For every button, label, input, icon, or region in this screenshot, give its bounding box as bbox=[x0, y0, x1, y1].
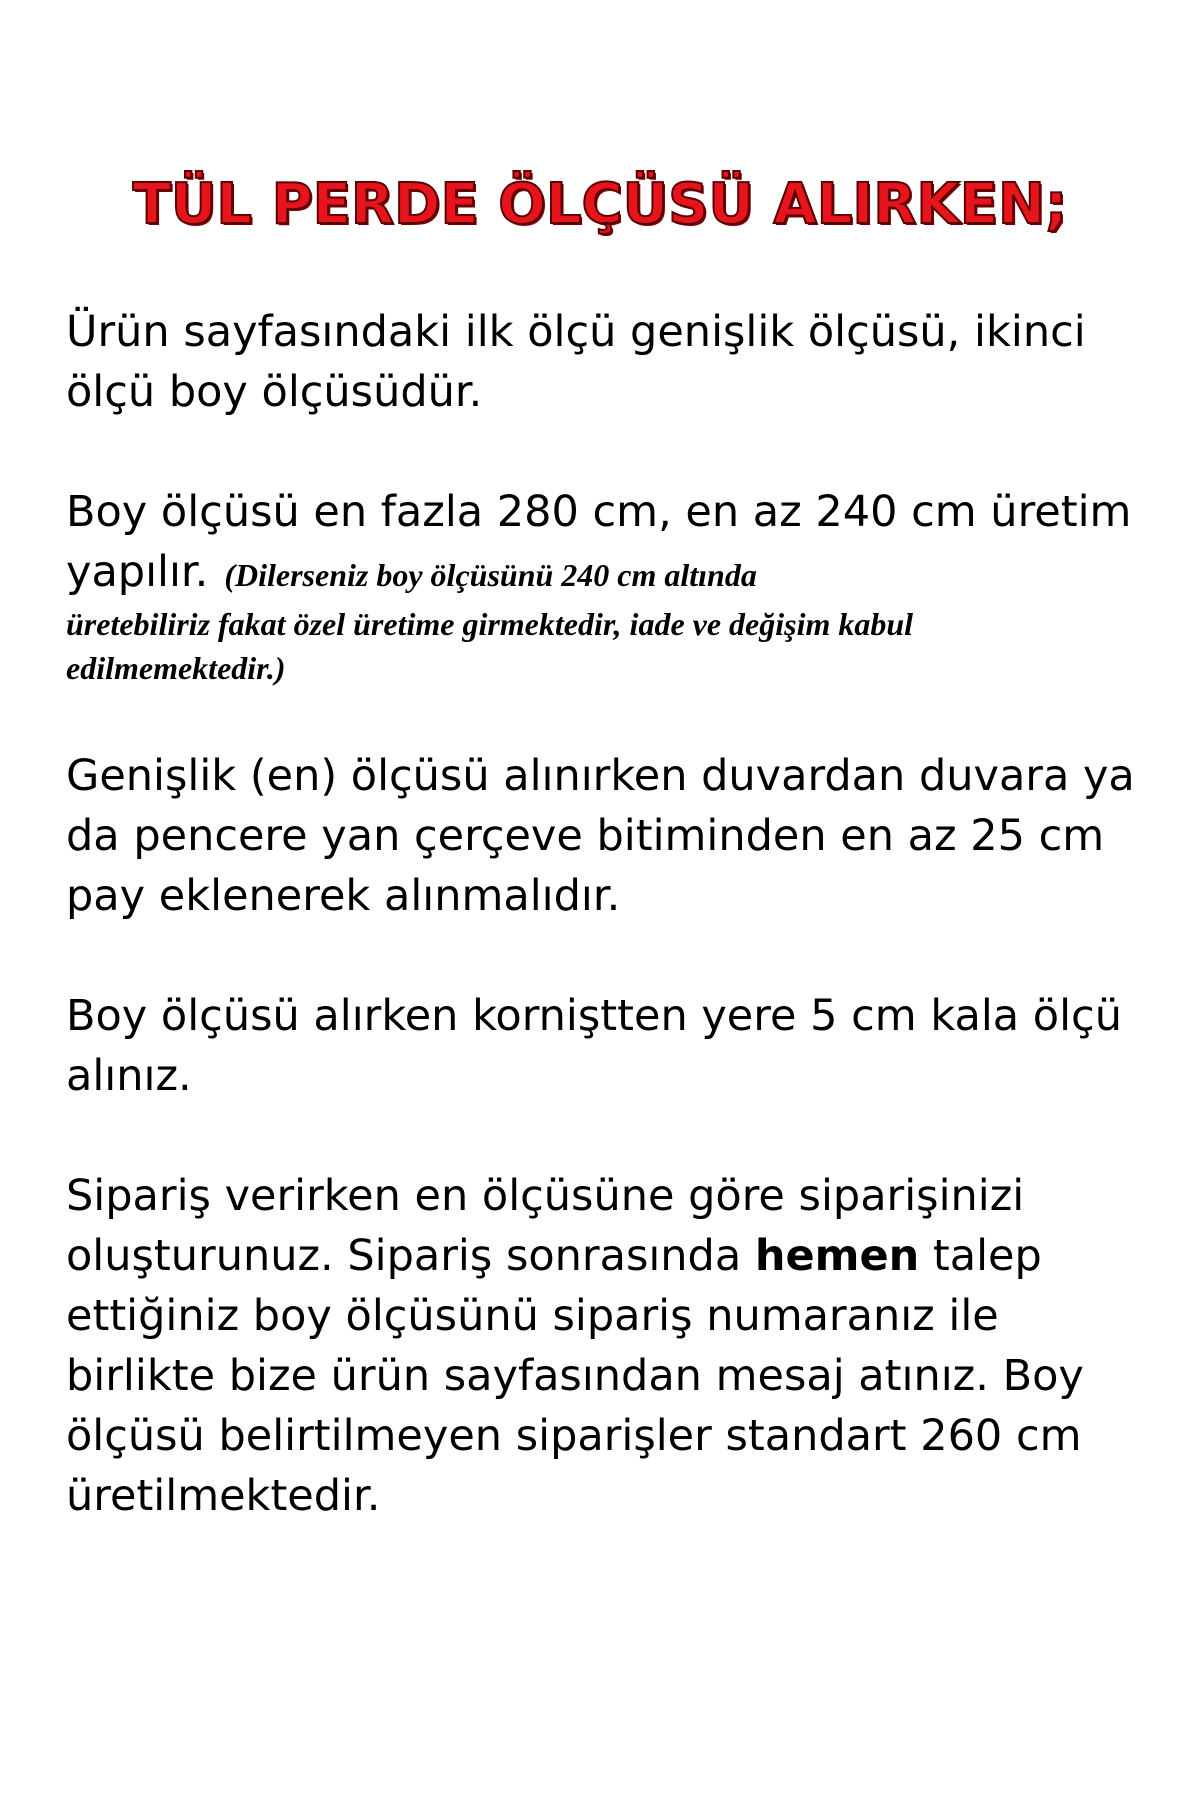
order-text-after: talep ettiğiniz boy ölçüsünü sipariş numaranız ile birlikte bize ürün sayfasından mesaj atınız. Boy ölçüsü belirtilmeyen siparişler standart 260 cm üretilmektedir. bbox=[66, 1231, 1084, 1521]
page-title: TÜL PERDE ÖLÇÜSÜ ALIRKEN; bbox=[132, 172, 1068, 237]
custom-production-note-1: (Dilerseniz boy ölçüsünü 240 cm altında bbox=[224, 557, 757, 593]
height-limits-text: Boy ölçüsü en fazla 280 cm, en az 240 cm üretim yapılır. bbox=[66, 487, 1132, 597]
paragraph-height-limits bbox=[66, 482, 1146, 690]
paragraph-measure-order: Ürün sayfasındaki ilk ölçü genişlik ölçüsü, ikinci ölçü boy ölçüsüdür. bbox=[66, 307, 1086, 417]
instructions-content bbox=[66, 302, 1146, 1526]
paragraph-width-measure: Genişlik (en) ölçüsü alınırken duvardan duvara ya da pencere yan çerçeve bitiminden en az 25 cm pay eklenerek alınmalıdır. bbox=[66, 751, 1135, 921]
order-text-before: Sipariş verirken en ölçüsüne göre siparişinizi oluşturunuz. Sipariş sonrasında bbox=[66, 1171, 1025, 1281]
order-text-emphasis: hemen bbox=[754, 1231, 920, 1281]
paragraph-height-measure: Boy ölçüsü alırken korniştten yere 5 cm kala ölçü alınız. bbox=[66, 991, 1122, 1101]
paragraph-order-instructions bbox=[66, 1166, 1146, 1526]
custom-production-note-3: edilmemektedir.) bbox=[66, 650, 286, 686]
custom-production-note-2: üretebiliriz fakat özel üretime girmektedir, iade ve değişim kabul bbox=[66, 606, 914, 642]
